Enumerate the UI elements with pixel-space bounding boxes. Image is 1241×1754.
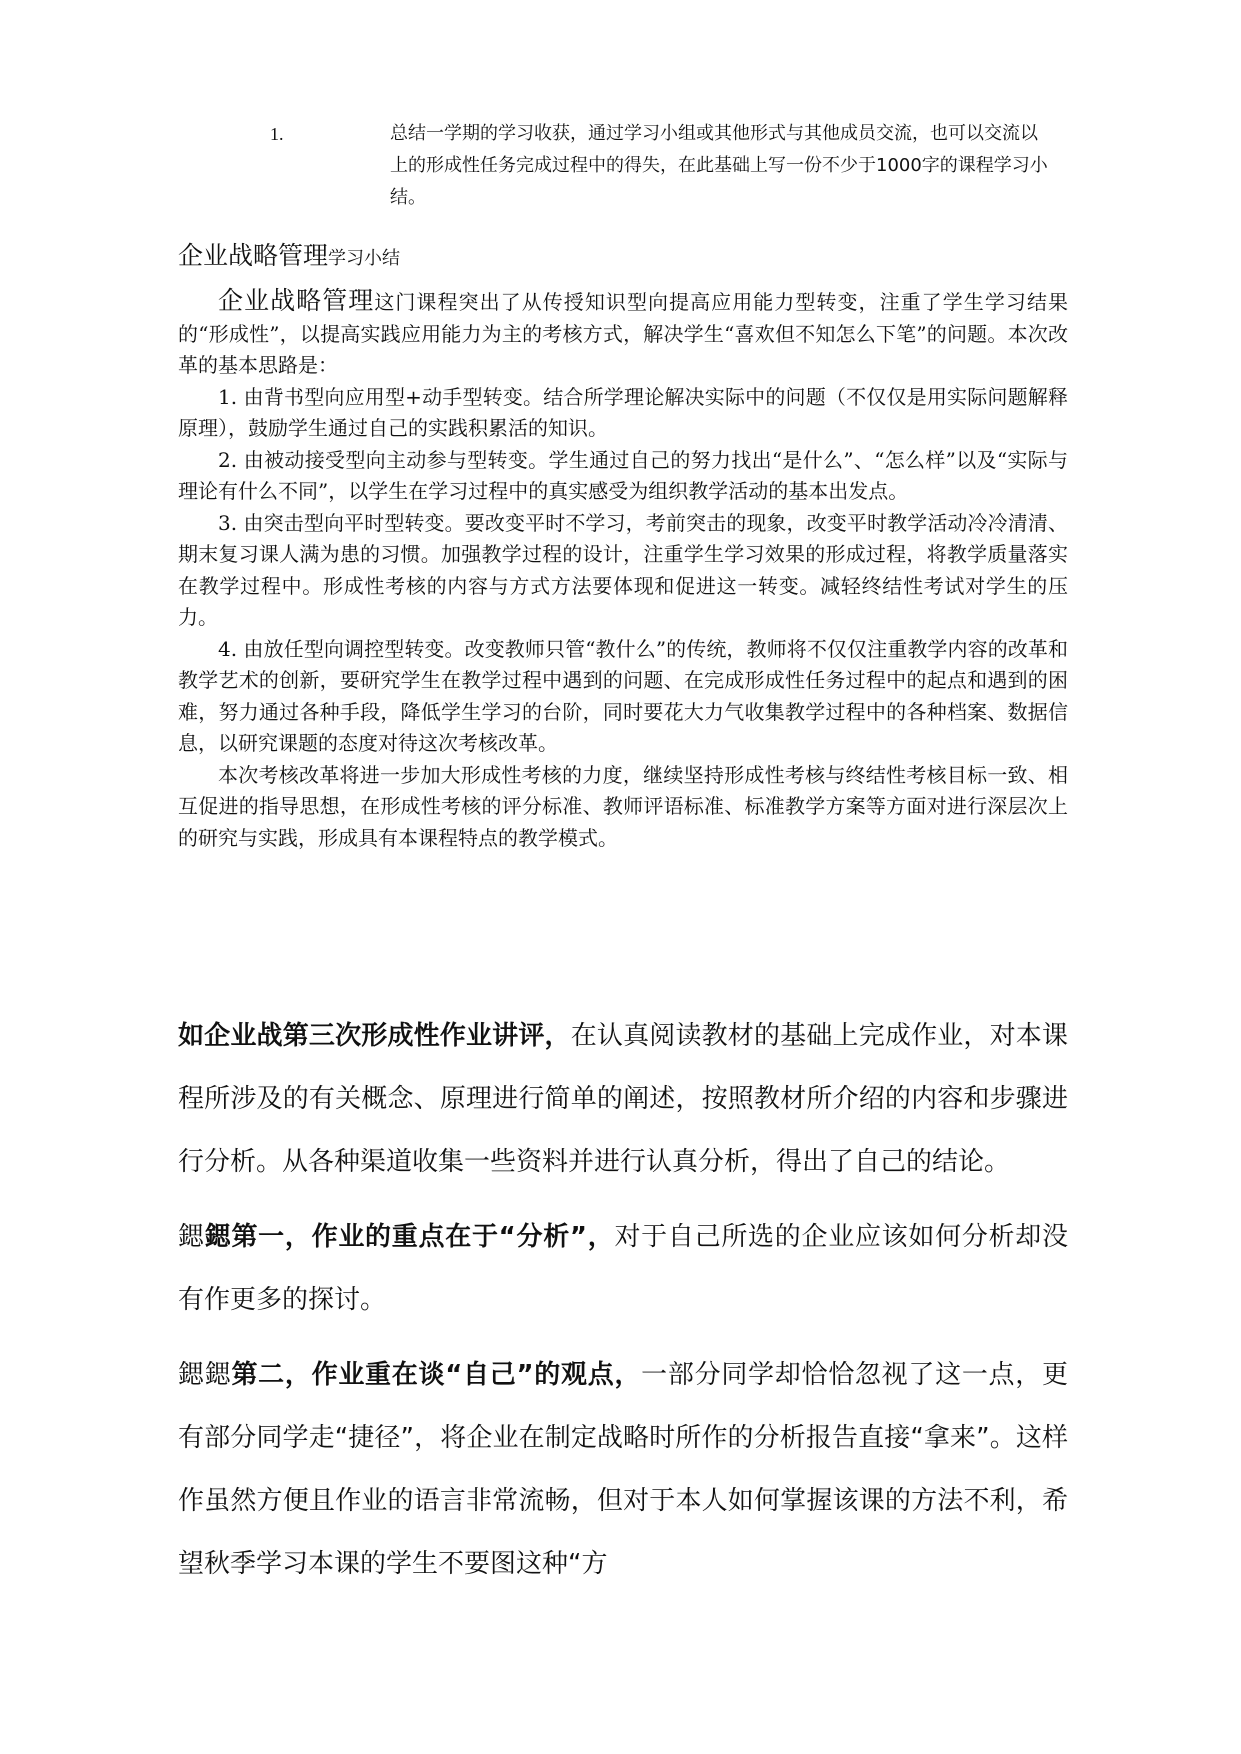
summary-point-2: 2. 由被动接受型向主动参与型转变。学生通过自己的努力找出“是什么”、“怎么样”以及“实际与理论有什么不同”，以学生在学习过程中的真实感受为组织教学活动的基本出发点。 [178, 447, 1068, 503]
review-first-text: 对于自己所选的企业应该如何分析却没有作更多的探讨。 [178, 1222, 1068, 1315]
task-text: 总结一学期的学习收获，通过学习小组或其他形式与其他成员交流，也可以交流以上的形成性任务完成过程中的得失，在此基础上写一份不少于1000字的课程学习小结。 [390, 123, 1048, 208]
summary-point-3: 3. 由突击型向平时型转变。要改变平时不学习，考前突击的现象，改变平时教学活动冷冷清清、期末复习课人满为患的习惯。加强教学过程的设计，注重学生学习效果的形成过程，将教学质量落实在教学过程中。形成性考核的内容与方式方法要体现和促进这一转变。减轻终结性考试对学生的压力。 [178, 510, 1068, 629]
review-heading: 如企业战第三次形成性作业讲评， [178, 1021, 571, 1051]
summary-closing: 本次考核改革将进一步加大形成性考核的力度，继续坚持形成性考核与终结性考核目标一致、相互促进的指导思想，在形成性考核的评分标准、教师评语标准、标准教学方案等方面对进行深层次上的研究与实践，形成具有本课程特点的教学模式。 [178, 762, 1068, 850]
review-second-prefix: 鍶鍶 [178, 1360, 232, 1390]
summary-title-suffix: 学习小结 [328, 248, 401, 269]
summary-title-main: 企业战略管理 [178, 241, 329, 270]
review-intro [178, 1005, 1068, 1194]
summary-body [178, 285, 1068, 854]
summary-intro [178, 285, 1068, 382]
summary-point-4: 4. 由放任型向调控型转变。改变教师只管“教什么”的传统，教师将不仅仅注重教学内容的改革和教学艺术的创新，要研究学生在教学过程中遇到的问题、在完成形成性任务过程中的起点和遇到的困难，努力通过各种手段，降低学生学习的台阶，同时要花大力气收集教学过程中的各种档案、数据信息，以研究课题的态度对待这次考核改革。 [178, 636, 1068, 755]
review-section [178, 1005, 1068, 1596]
review-first-heading: 鍶第一，作业的重点在于“分析”， [204, 1222, 615, 1252]
review-second-heading: 第二，作业重在谈“自己”的观点， [231, 1360, 642, 1390]
review-point-first [178, 1206, 1068, 1332]
summary-intro-text: 这门课程突出了从传授知识型向提高应用能力型转变，注重了学生学习结果的“形成性”，以提高实践应用能力为主的考核方式，解决学生“喜欢但不知怎么下笔”的问题。本次改革的基本思路是： [178, 290, 1068, 377]
review-first-prefix: 鍶 [178, 1222, 205, 1252]
summary-title [178, 236, 400, 272]
task-number: 1. [270, 124, 284, 144]
summary-intro-lead: 企业战略管理 [218, 286, 375, 315]
review-intro-text: 在认真阅读教材的基础上完成作业，对本课程所涉及的有关概念、原理进行简单的阐述，按照教材所介绍的内容和步骤进行分析。从各种渠道收集一些资料并进行认真分析，得出了自己的结论。 [178, 1021, 1068, 1177]
review-point-second [178, 1344, 1068, 1596]
summary-point-1: 1. 由背书型向应用型+动手型转变。结合所学理论解决实际中的问题（不仅仅是用实际问题解释原理），鼓励学生通过自己的实践积累活的知识。 [178, 384, 1068, 440]
review-second-text: 一部分同学却恰恰忽视了这一点，更有部分同学走“捷径”，将企业在制定战略时所作的分析报告直接“拿来”。这样作虽然方便且作业的语言非常流畅，但对于本人如何掌握该课的方法不利，希望秋季学习本课的学生不要图这种“方 [178, 1360, 1068, 1579]
task-item [270, 118, 1070, 214]
